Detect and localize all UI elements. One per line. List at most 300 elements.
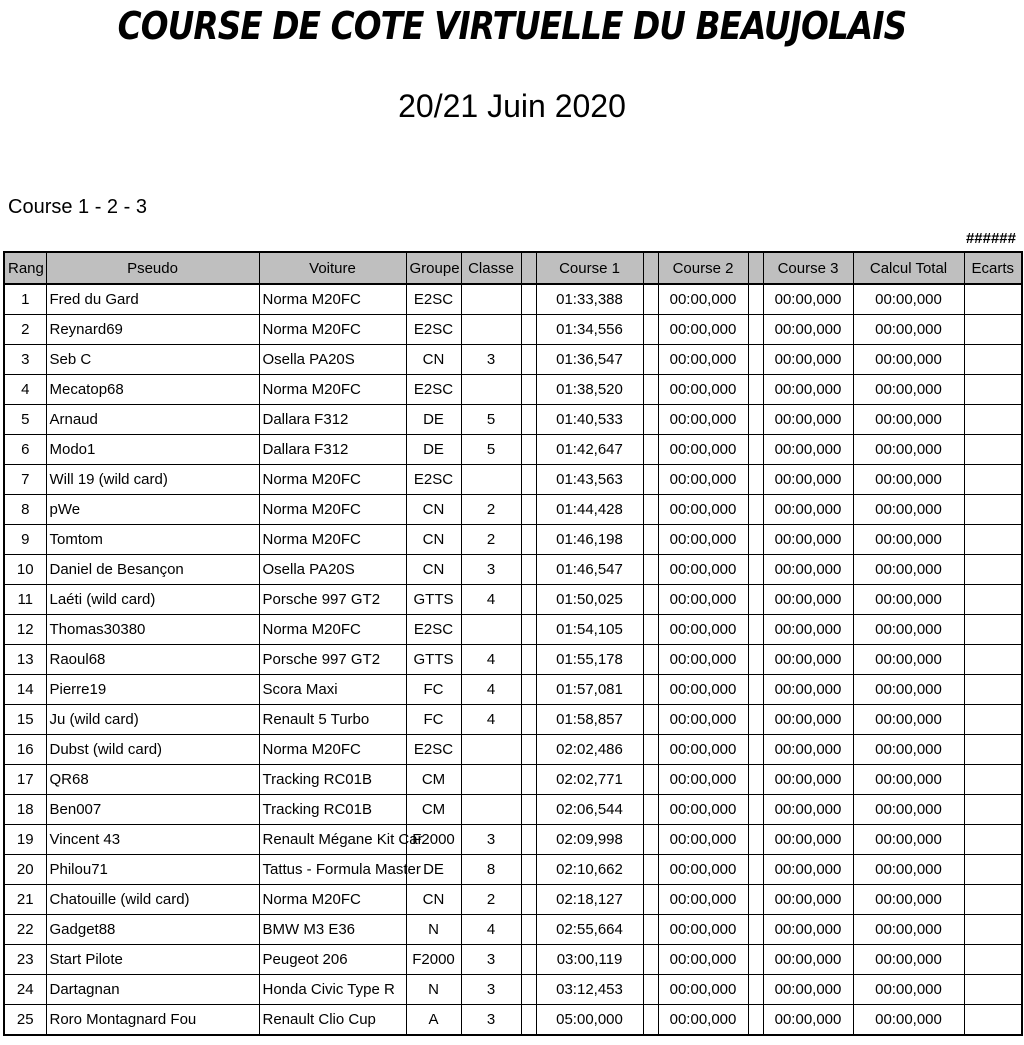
spacer-cell bbox=[521, 825, 536, 855]
table-row bbox=[4, 765, 1022, 795]
pseudo-cell: Arnaud bbox=[46, 405, 259, 435]
course2-time-cell: 00:00,000 bbox=[658, 675, 748, 705]
pseudo-cell: QR68 bbox=[46, 765, 259, 795]
pseudo-cell: Pierre19 bbox=[46, 675, 259, 705]
car-cell: BMW M3 E36 bbox=[259, 915, 406, 945]
car-cell: Norma M20FC bbox=[259, 315, 406, 345]
group-cell: E2SC bbox=[406, 375, 461, 405]
class-cell: 5 bbox=[461, 435, 521, 465]
course2-time-cell: 00:00,000 bbox=[658, 945, 748, 975]
table-row bbox=[4, 284, 1022, 315]
course2-time-cell: 00:00,000 bbox=[658, 855, 748, 885]
spacer-cell bbox=[521, 645, 536, 675]
course2-time-cell: 00:00,000 bbox=[658, 345, 748, 375]
car-cell: Norma M20FC bbox=[259, 375, 406, 405]
course3-time-cell: 00:00,000 bbox=[763, 735, 853, 765]
pseudo-cell: Fred du Gard bbox=[46, 284, 259, 315]
pseudo-cell: Start Pilote bbox=[46, 945, 259, 975]
spacer-cell bbox=[748, 345, 763, 375]
class-cell: 2 bbox=[461, 495, 521, 525]
total-time-cell: 00:00,000 bbox=[853, 345, 964, 375]
col-header-rang: Rang bbox=[4, 252, 46, 284]
pseudo-cell: Gadget88 bbox=[46, 915, 259, 945]
gap-time-cell bbox=[964, 735, 1022, 765]
spacer-cell bbox=[643, 465, 658, 495]
course3-time-cell: 00:00,000 bbox=[763, 435, 853, 465]
course2-time-cell: 00:00,000 bbox=[658, 885, 748, 915]
gap-time-cell bbox=[964, 495, 1022, 525]
spacer-cell bbox=[521, 435, 536, 465]
table-row bbox=[4, 945, 1022, 975]
spacer-cell bbox=[748, 375, 763, 405]
course1-time-cell: 02:06,544 bbox=[536, 795, 643, 825]
total-time-cell: 00:00,000 bbox=[853, 705, 964, 735]
class-cell: 4 bbox=[461, 585, 521, 615]
course3-time-cell: 00:00,000 bbox=[763, 315, 853, 345]
course2-time-cell: 00:00,000 bbox=[658, 405, 748, 435]
table-row bbox=[4, 975, 1022, 1005]
total-time-cell: 00:00,000 bbox=[853, 525, 964, 555]
car-cell: Norma M20FC bbox=[259, 495, 406, 525]
car-cell: Dallara F312 bbox=[259, 435, 406, 465]
gap-time-cell bbox=[964, 705, 1022, 735]
spacer-cell bbox=[748, 795, 763, 825]
course3-time-cell: 00:00,000 bbox=[763, 945, 853, 975]
results-table bbox=[3, 251, 1023, 1036]
car-cell: Norma M20FC bbox=[259, 284, 406, 315]
course1-time-cell: 01:38,520 bbox=[536, 375, 643, 405]
spacer-cell bbox=[521, 315, 536, 345]
group-cell: CN bbox=[406, 495, 461, 525]
gap-time-cell bbox=[964, 885, 1022, 915]
group-cell: CN bbox=[406, 885, 461, 915]
class-cell: 4 bbox=[461, 675, 521, 705]
spacer-cell bbox=[748, 615, 763, 645]
table-row bbox=[4, 375, 1022, 405]
spacer-cell bbox=[643, 855, 658, 885]
course3-time-cell: 00:00,000 bbox=[763, 885, 853, 915]
course1-time-cell: 03:00,119 bbox=[536, 945, 643, 975]
course2-time-cell: 00:00,000 bbox=[658, 825, 748, 855]
spacer-cell bbox=[748, 435, 763, 465]
course2-time-cell: 00:00,000 bbox=[658, 465, 748, 495]
rank-cell: 6 bbox=[4, 435, 46, 465]
group-cell: E2SC bbox=[406, 735, 461, 765]
spacer-cell bbox=[521, 945, 536, 975]
pseudo-cell: Thomas30380 bbox=[46, 615, 259, 645]
group-cell: E2SC bbox=[406, 615, 461, 645]
course3-time-cell: 00:00,000 bbox=[763, 705, 853, 735]
col-header-total: Calcul Total bbox=[853, 252, 964, 284]
race-subtitle: Course 1 - 2 - 3 bbox=[8, 196, 147, 218]
spacer-cell bbox=[521, 405, 536, 435]
class-cell: 3 bbox=[461, 945, 521, 975]
spacer-cell bbox=[521, 705, 536, 735]
rank-cell: 10 bbox=[4, 555, 46, 585]
spacer-cell bbox=[521, 885, 536, 915]
course2-time-cell: 00:00,000 bbox=[658, 765, 748, 795]
gap-time-cell bbox=[964, 645, 1022, 675]
car-cell: Porsche 997 GT2 bbox=[259, 585, 406, 615]
spacer-cell bbox=[643, 915, 658, 945]
group-cell: CM bbox=[406, 795, 461, 825]
overflow-cell: ###### bbox=[965, 230, 1016, 247]
rank-cell: 9 bbox=[4, 525, 46, 555]
gap-time-cell bbox=[964, 825, 1022, 855]
table-row bbox=[4, 705, 1022, 735]
rank-cell: 1 bbox=[4, 284, 46, 315]
spacer-cell bbox=[521, 915, 536, 945]
spacer-cell bbox=[748, 405, 763, 435]
course2-time-cell: 00:00,000 bbox=[658, 555, 748, 585]
spacer-cell bbox=[643, 345, 658, 375]
class-cell bbox=[461, 735, 521, 765]
page-title: COURSE DE COTE VIRTUELLE DU BEAUJOLAIS bbox=[117, 4, 907, 48]
group-cell: GTTS bbox=[406, 645, 461, 675]
course3-time-cell: 00:00,000 bbox=[763, 765, 853, 795]
col-header-pseudo: Pseudo bbox=[46, 252, 259, 284]
class-cell: 8 bbox=[461, 855, 521, 885]
course1-time-cell: 01:58,857 bbox=[536, 705, 643, 735]
col-header-classe: Classe bbox=[461, 252, 521, 284]
course3-time-cell: 00:00,000 bbox=[763, 915, 853, 945]
rank-cell: 16 bbox=[4, 735, 46, 765]
total-time-cell: 00:00,000 bbox=[853, 585, 964, 615]
spacer-cell bbox=[643, 765, 658, 795]
total-time-cell: 00:00,000 bbox=[853, 735, 964, 765]
spacer-cell bbox=[748, 825, 763, 855]
table-row bbox=[4, 645, 1022, 675]
total-time-cell: 00:00,000 bbox=[853, 765, 964, 795]
class-cell bbox=[461, 284, 521, 315]
spacer-cell bbox=[521, 855, 536, 885]
pseudo-cell: Dubst (wild card) bbox=[46, 735, 259, 765]
group-cell: FC bbox=[406, 675, 461, 705]
course1-time-cell: 02:02,771 bbox=[536, 765, 643, 795]
course1-time-cell: 01:36,547 bbox=[536, 345, 643, 375]
course3-time-cell: 00:00,000 bbox=[763, 855, 853, 885]
class-cell: 3 bbox=[461, 975, 521, 1005]
total-time-cell: 00:00,000 bbox=[853, 615, 964, 645]
course2-time-cell: 00:00,000 bbox=[658, 284, 748, 315]
course1-time-cell: 02:18,127 bbox=[536, 885, 643, 915]
col-header-ecarts: Ecarts bbox=[964, 252, 1022, 284]
total-time-cell: 00:00,000 bbox=[853, 975, 964, 1005]
total-time-cell: 00:00,000 bbox=[853, 284, 964, 315]
gap-time-cell bbox=[964, 855, 1022, 885]
total-time-cell: 00:00,000 bbox=[853, 405, 964, 435]
table-row bbox=[4, 495, 1022, 525]
group-cell: DE bbox=[406, 855, 461, 885]
course1-time-cell: 02:09,998 bbox=[536, 825, 643, 855]
spacer-cell bbox=[643, 435, 658, 465]
spacer-cell bbox=[748, 975, 763, 1005]
class-cell bbox=[461, 315, 521, 345]
spacer-cell bbox=[521, 735, 536, 765]
spacer-cell bbox=[643, 705, 658, 735]
gap-time-cell bbox=[964, 435, 1022, 465]
gap-time-cell bbox=[964, 405, 1022, 435]
car-cell: Norma M20FC bbox=[259, 885, 406, 915]
course2-time-cell: 00:00,000 bbox=[658, 1005, 748, 1036]
total-time-cell: 00:00,000 bbox=[853, 915, 964, 945]
class-cell bbox=[461, 375, 521, 405]
rank-cell: 15 bbox=[4, 705, 46, 735]
spacer-cell bbox=[521, 345, 536, 375]
group-cell: A bbox=[406, 1005, 461, 1036]
class-cell: 4 bbox=[461, 645, 521, 675]
col-header-course1: Course 1 bbox=[536, 252, 643, 284]
class-cell bbox=[461, 615, 521, 645]
total-time-cell: 00:00,000 bbox=[853, 855, 964, 885]
spacer-cell bbox=[521, 975, 536, 1005]
pseudo-cell: Philou71 bbox=[46, 855, 259, 885]
course3-time-cell: 00:00,000 bbox=[763, 585, 853, 615]
course3-time-cell: 00:00,000 bbox=[763, 555, 853, 585]
course1-time-cell: 02:55,664 bbox=[536, 915, 643, 945]
course3-time-cell: 00:00,000 bbox=[763, 465, 853, 495]
car-cell: Tattus - Formula Master bbox=[259, 855, 406, 885]
course1-time-cell: 02:02,486 bbox=[536, 735, 643, 765]
group-cell: E2SC bbox=[406, 465, 461, 495]
pseudo-cell: Will 19 (wild card) bbox=[46, 465, 259, 495]
gap-time-cell bbox=[964, 315, 1022, 345]
course2-time-cell: 00:00,000 bbox=[658, 795, 748, 825]
table-row bbox=[4, 675, 1022, 705]
spacer-cell bbox=[643, 315, 658, 345]
car-cell: Porsche 997 GT2 bbox=[259, 645, 406, 675]
group-cell: CN bbox=[406, 555, 461, 585]
spacer-cell bbox=[521, 615, 536, 645]
table-row bbox=[4, 435, 1022, 465]
spacer-cell bbox=[748, 495, 763, 525]
group-cell: CN bbox=[406, 345, 461, 375]
pseudo-cell: Daniel de Besançon bbox=[46, 555, 259, 585]
pseudo-cell: pWe bbox=[46, 495, 259, 525]
course2-time-cell: 00:00,000 bbox=[658, 705, 748, 735]
table-row bbox=[4, 855, 1022, 885]
pseudo-cell: Reynard69 bbox=[46, 315, 259, 345]
car-cell: Renault Mégane Kit Car bbox=[259, 825, 406, 855]
course3-time-cell: 00:00,000 bbox=[763, 975, 853, 1005]
rank-cell: 19 bbox=[4, 825, 46, 855]
spacer-cell bbox=[521, 585, 536, 615]
table-row bbox=[4, 735, 1022, 765]
results-body bbox=[4, 284, 1022, 1035]
course1-time-cell: 01:55,178 bbox=[536, 645, 643, 675]
spacer-cell bbox=[643, 405, 658, 435]
rank-cell: 12 bbox=[4, 615, 46, 645]
spacer-cell bbox=[748, 585, 763, 615]
spacer-cell bbox=[521, 795, 536, 825]
gap-time-cell bbox=[964, 915, 1022, 945]
spacer-cell bbox=[748, 885, 763, 915]
spacer-cell bbox=[643, 795, 658, 825]
car-cell: Dallara F312 bbox=[259, 405, 406, 435]
course3-time-cell: 00:00,000 bbox=[763, 284, 853, 315]
col-header-course3: Course 3 bbox=[763, 252, 853, 284]
total-time-cell: 00:00,000 bbox=[853, 375, 964, 405]
class-cell: 4 bbox=[461, 705, 521, 735]
spacer-cell bbox=[748, 915, 763, 945]
pseudo-cell: Ben007 bbox=[46, 795, 259, 825]
class-cell: 5 bbox=[461, 405, 521, 435]
rank-cell: 21 bbox=[4, 885, 46, 915]
spacer-cell bbox=[748, 1005, 763, 1036]
rank-cell: 3 bbox=[4, 345, 46, 375]
course2-time-cell: 00:00,000 bbox=[658, 735, 748, 765]
table-row bbox=[4, 885, 1022, 915]
course1-time-cell: 01:44,428 bbox=[536, 495, 643, 525]
course1-time-cell: 01:46,547 bbox=[536, 555, 643, 585]
table-row bbox=[4, 465, 1022, 495]
rank-cell: 5 bbox=[4, 405, 46, 435]
course1-time-cell: 01:43,563 bbox=[536, 465, 643, 495]
car-cell: Norma M20FC bbox=[259, 615, 406, 645]
total-time-cell: 00:00,000 bbox=[853, 885, 964, 915]
course2-time-cell: 00:00,000 bbox=[658, 435, 748, 465]
col-header-groupe: Groupe bbox=[406, 252, 461, 284]
spacer-cell bbox=[643, 284, 658, 315]
table-row bbox=[4, 315, 1022, 345]
course3-time-cell: 00:00,000 bbox=[763, 825, 853, 855]
rank-cell: 18 bbox=[4, 795, 46, 825]
group-cell: DE bbox=[406, 405, 461, 435]
table-row bbox=[4, 1005, 1022, 1036]
spacer-cell bbox=[643, 525, 658, 555]
table-row bbox=[4, 345, 1022, 375]
rank-cell: 25 bbox=[4, 1005, 46, 1036]
course1-time-cell: 01:40,533 bbox=[536, 405, 643, 435]
col-spacer bbox=[748, 252, 763, 284]
car-cell: Renault 5 Turbo bbox=[259, 705, 406, 735]
rank-cell: 4 bbox=[4, 375, 46, 405]
group-cell: F2000 bbox=[406, 825, 461, 855]
spacer-cell bbox=[521, 284, 536, 315]
course3-time-cell: 00:00,000 bbox=[763, 675, 853, 705]
course1-time-cell: 05:00,000 bbox=[536, 1005, 643, 1036]
spacer-cell bbox=[643, 495, 658, 525]
course2-time-cell: 00:00,000 bbox=[658, 645, 748, 675]
group-cell: E2SC bbox=[406, 315, 461, 345]
rank-cell: 24 bbox=[4, 975, 46, 1005]
pseudo-cell: Raoul68 bbox=[46, 645, 259, 675]
rank-cell: 11 bbox=[4, 585, 46, 615]
pseudo-cell: Tomtom bbox=[46, 525, 259, 555]
course3-time-cell: 00:00,000 bbox=[763, 645, 853, 675]
table-row bbox=[4, 825, 1022, 855]
course2-time-cell: 00:00,000 bbox=[658, 375, 748, 405]
spacer-cell bbox=[748, 525, 763, 555]
pseudo-cell: Seb C bbox=[46, 345, 259, 375]
spacer-cell bbox=[748, 315, 763, 345]
car-cell: Scora Maxi bbox=[259, 675, 406, 705]
spacer-cell bbox=[748, 855, 763, 885]
course1-time-cell: 03:12,453 bbox=[536, 975, 643, 1005]
course3-time-cell: 00:00,000 bbox=[763, 405, 853, 435]
pseudo-cell: Chatouille (wild card) bbox=[46, 885, 259, 915]
total-time-cell: 00:00,000 bbox=[853, 825, 964, 855]
class-cell: 3 bbox=[461, 345, 521, 375]
spacer-cell bbox=[748, 645, 763, 675]
spacer-cell bbox=[643, 885, 658, 915]
total-time-cell: 00:00,000 bbox=[853, 435, 964, 465]
course3-time-cell: 00:00,000 bbox=[763, 795, 853, 825]
spacer-cell bbox=[521, 1005, 536, 1036]
class-cell: 3 bbox=[461, 555, 521, 585]
rank-cell: 20 bbox=[4, 855, 46, 885]
gap-time-cell bbox=[964, 375, 1022, 405]
car-cell: Honda Civic Type R bbox=[259, 975, 406, 1005]
gap-time-cell bbox=[964, 945, 1022, 975]
class-cell: 2 bbox=[461, 885, 521, 915]
total-time-cell: 00:00,000 bbox=[853, 675, 964, 705]
spacer-cell bbox=[748, 765, 763, 795]
pseudo-cell: Dartagnan bbox=[46, 975, 259, 1005]
group-cell: GTTS bbox=[406, 585, 461, 615]
course1-time-cell: 01:50,025 bbox=[536, 585, 643, 615]
gap-time-cell bbox=[964, 525, 1022, 555]
car-cell: Osella PA20S bbox=[259, 555, 406, 585]
rank-cell: 2 bbox=[4, 315, 46, 345]
col-spacer bbox=[521, 252, 536, 284]
group-cell: F2000 bbox=[406, 945, 461, 975]
total-time-cell: 00:00,000 bbox=[853, 1005, 964, 1036]
table-row bbox=[4, 615, 1022, 645]
total-time-cell: 00:00,000 bbox=[853, 495, 964, 525]
course2-time-cell: 00:00,000 bbox=[658, 315, 748, 345]
class-cell: 3 bbox=[461, 1005, 521, 1036]
course2-time-cell: 00:00,000 bbox=[658, 585, 748, 615]
table-row bbox=[4, 525, 1022, 555]
spacer-cell bbox=[748, 555, 763, 585]
table-header-row bbox=[4, 252, 1022, 284]
course3-time-cell: 00:00,000 bbox=[763, 525, 853, 555]
spacer-cell bbox=[748, 735, 763, 765]
course2-time-cell: 00:00,000 bbox=[658, 525, 748, 555]
spacer-cell bbox=[521, 525, 536, 555]
course1-time-cell: 01:54,105 bbox=[536, 615, 643, 645]
car-cell: Tracking RC01B bbox=[259, 765, 406, 795]
group-cell: DE bbox=[406, 435, 461, 465]
spacer-cell bbox=[521, 375, 536, 405]
course3-time-cell: 00:00,000 bbox=[763, 615, 853, 645]
gap-time-cell bbox=[964, 615, 1022, 645]
course3-time-cell: 00:00,000 bbox=[763, 345, 853, 375]
car-cell: Renault Clio Cup bbox=[259, 1005, 406, 1036]
gap-time-cell bbox=[964, 765, 1022, 795]
course2-time-cell: 00:00,000 bbox=[658, 495, 748, 525]
car-cell: Norma M20FC bbox=[259, 465, 406, 495]
pseudo-cell: Laéti (wild card) bbox=[46, 585, 259, 615]
spacer-cell bbox=[748, 675, 763, 705]
spacer-cell bbox=[521, 555, 536, 585]
table-row bbox=[4, 405, 1022, 435]
group-cell: FC bbox=[406, 705, 461, 735]
gap-time-cell bbox=[964, 1005, 1022, 1036]
gap-time-cell bbox=[964, 284, 1022, 315]
table-row bbox=[4, 555, 1022, 585]
gap-time-cell bbox=[964, 555, 1022, 585]
spacer-cell bbox=[643, 1005, 658, 1036]
course2-time-cell: 00:00,000 bbox=[658, 915, 748, 945]
car-cell: Peugeot 206 bbox=[259, 945, 406, 975]
spacer-cell bbox=[521, 465, 536, 495]
group-cell: E2SC bbox=[406, 284, 461, 315]
car-cell: Norma M20FC bbox=[259, 525, 406, 555]
gap-time-cell bbox=[964, 795, 1022, 825]
course1-time-cell: 01:46,198 bbox=[536, 525, 643, 555]
